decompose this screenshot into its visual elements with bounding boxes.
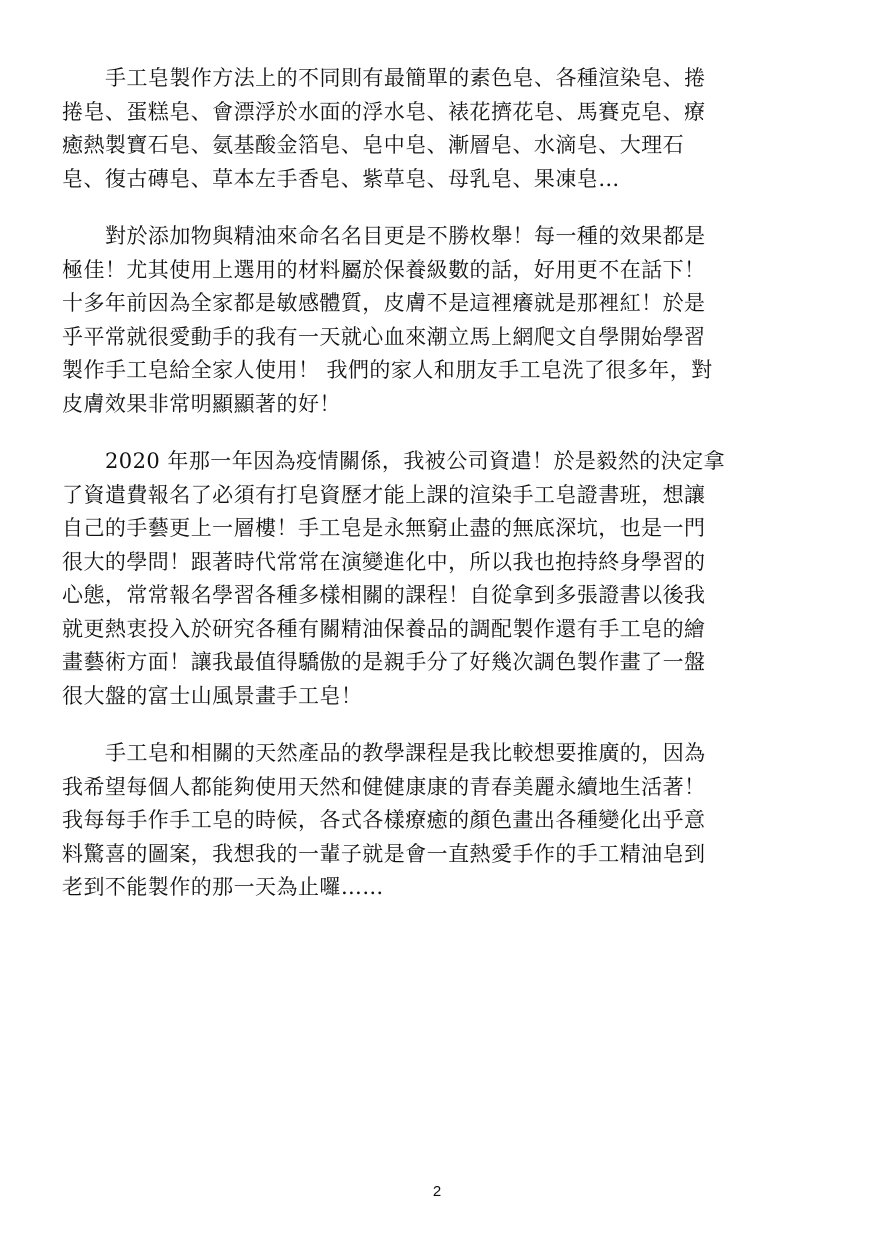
paragraph-line: 我希望每個人都能夠使用天然和健健康康的青春美麗永續地生活著！	[62, 774, 706, 799]
paragraph-line: 2020 年那一年因為疫情關係，我被公司資遣！於是毅然的決定拿	[105, 449, 726, 473]
paragraph-line: 皂、復古磚皂、草本左手香皂、紫草皂、母乳皂、果凍皂…	[62, 166, 620, 191]
paragraph-line: 對於添加物與精油來命名名目更是不勝枚舉！每一種的效果都是	[105, 224, 706, 248]
paragraph-line: 了資遣費報名了必須有打皂資歷才能上課的渲染手工皂證書班，想讓	[62, 482, 706, 507]
paragraph-line: 手工皂製作方法上的不同則有最簡單的素色皂、各種渲染皂、捲	[105, 66, 706, 90]
paragraph-teaching-goal	[62, 737, 814, 905]
paragraph-line: 很大的學問！跟著時代常常在演變進化中，所以我也抱持終身學習的	[62, 549, 706, 574]
paragraph-line: 製作手工皂給全家人使用！ 我們的家人和朋友手工皂洗了很多年，對	[62, 358, 713, 382]
paragraph-line: 十多年前因為全家都是敏感體質，皮膚不是這裡癢就是那裡紅！於是	[62, 291, 706, 315]
paragraph-line: 手工皂和相關的天然產品的教學課程是我比較想要推廣的，因為	[105, 741, 706, 765]
paragraph-line: 捲皂、蛋糕皂、會漂浮於水面的浮水皂、裱花擠花皂、馬賽克皂、療	[62, 99, 706, 124]
paragraph-line: 就更熱衷投入於研究各種有關精油保養品的調配製作還有手工皂的繪	[62, 616, 706, 641]
paragraph-line: 畫藝術方面！讓我最值得驕傲的是親手分了好幾次調色製作畫了一盤	[62, 650, 706, 674]
paragraph-line: 乎平常就很愛動手的我有一天就心血來潮立馬上網爬文自學開始學習	[62, 324, 706, 349]
paragraph-line: 皮膚效果非常明顯顯著的好！	[62, 391, 341, 416]
paragraph-line: 老到不能製作的那一天為止囉……	[62, 875, 384, 899]
document-body	[62, 62, 814, 929]
paragraph-soap-types	[62, 62, 814, 196]
paragraph-line: 很大盤的富士山風景畫手工皂！	[62, 683, 363, 708]
paragraph-additives-origin	[62, 220, 814, 421]
paragraph-line: 料驚喜的圖案，我想我的一輩子就是會一直熱愛手作的手工精油皂到	[62, 841, 706, 866]
paragraph-line: 癒熱製寶石皂、氨基酸金箔皂、皂中皂、漸層皂、水滴皂、大理石	[62, 133, 685, 157]
paragraph-line: 極佳！尤其使用上選用的材料屬於保養級數的話，好用更不在話下！	[62, 257, 706, 282]
paragraph-2020-certificate	[62, 445, 814, 713]
paragraph-line: 自己的手藝更上一層樓！手工皂是永無窮止盡的無底深坑，也是一門	[62, 516, 706, 540]
paragraph-line: 心態，常常報名學習各種多樣相關的課程！自從拿到多張證書以後我	[62, 583, 706, 607]
paragraph-line: 我每每手作手工皂的時候，各式各樣療癒的顏色畫出各種變化出乎意	[62, 808, 706, 832]
page-number: 2	[432, 1183, 442, 1200]
